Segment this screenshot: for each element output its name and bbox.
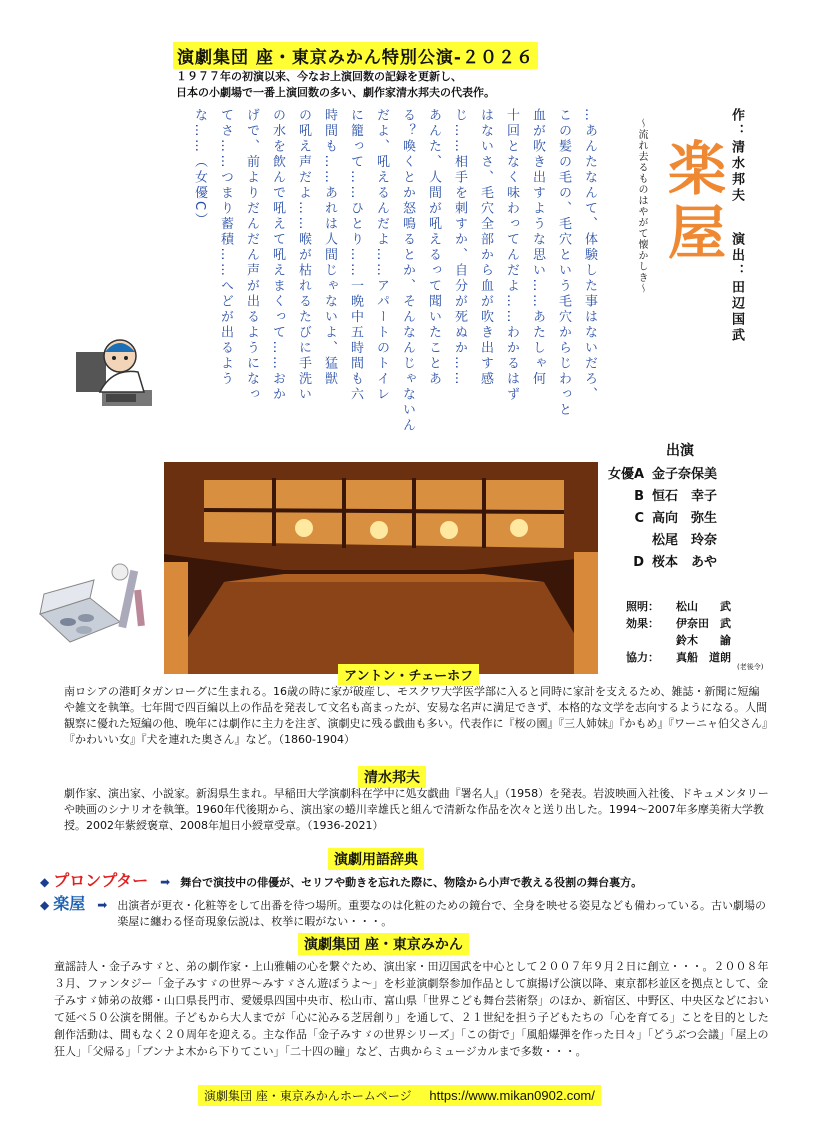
monologue-column: てさ……つまり蓄積……へどが出るよう <box>218 108 233 387</box>
play-subtitle: ～流れ去るものはやがて懐かしき～ <box>636 118 647 294</box>
staff-list <box>626 598 731 666</box>
glossary-term-word: プロンプター <box>53 871 149 890</box>
play-title: 楽屋 <box>658 138 726 266</box>
staff-row <box>626 649 731 666</box>
footer-url[interactable]: https://www.mikan0902.com/ <box>429 1088 595 1103</box>
shimizu-heading: 清水邦夫 <box>358 766 426 788</box>
glossary-term-word: 楽屋 <box>53 894 86 913</box>
cast-name: 松尾 玲奈 <box>652 533 718 548</box>
staff-name: 松山 武 <box>676 600 731 613</box>
staff-role: 効果： <box>626 617 659 630</box>
monologue-column: に籠って……ひとり……一晩中五時間も六 <box>348 108 363 403</box>
staff-note: (老後令) <box>737 663 764 671</box>
footer-label: 演劇集団 座・東京みかんホームページ <box>204 1089 412 1103</box>
monologue-column: じ……相手を刺すか、自分が死ぬか…… <box>452 108 467 387</box>
monologue-column: この髪の毛の、毛穴という毛穴からじわっと <box>556 108 571 418</box>
header-intro-2: 日本の小劇場で一番上演回数の多い、劇作家清水邦夫の代表作。 <box>176 86 495 99</box>
monologue-column: る？喚くとか怒鳴るとか、そんなんじゃないん <box>400 108 415 434</box>
company-heading: 演劇集団 座・東京みかん <box>298 933 469 955</box>
monologue-column: げで、前よりだんだん声が出るようになっ <box>244 108 259 403</box>
cast-name: 恒石 幸子 <box>652 489 718 504</box>
glossary-term-row <box>40 868 774 891</box>
cast-list <box>600 464 717 574</box>
arrow-right-icon: ➡ <box>160 875 171 889</box>
monologue-column: …あんたなんて、体験した事はないだろ、 <box>582 108 597 403</box>
staff-name: 鈴木 諭 <box>676 634 731 647</box>
staff-row <box>626 598 731 615</box>
glossary-heading: 演劇用語辞典 <box>328 848 424 870</box>
play-author: 作：清水邦夫 <box>729 108 744 204</box>
dressing-room-photo <box>164 462 598 674</box>
footer-bar <box>198 1085 601 1106</box>
cast-role: 女優A <box>607 467 644 482</box>
diamond-bullet-icon: ◆ <box>40 875 50 889</box>
monologue-column: の吼え声だよ……喉が枯れるたびに手洗い <box>296 108 311 403</box>
cast-name: 高向 弥生 <box>652 511 718 526</box>
play-director: 演出：田辺国武 <box>729 232 744 344</box>
monologue-column: 時間も……あれは人間じゃないよ、猛獣 <box>322 108 337 387</box>
header-intro-1: １９７７年の初演以来、今なお上演回数の記録を更新し、 <box>176 70 462 83</box>
cast-row <box>600 530 717 552</box>
staff-role: 協力： <box>626 651 659 664</box>
cast-role: D <box>633 555 644 570</box>
staff-row <box>626 632 731 649</box>
monologue-column: あんた、人間が吼えるって聞いたことあ <box>426 108 441 387</box>
cast-name: 金子奈保美 <box>652 467 718 482</box>
monologue-column: 十回となく味わってんだよ……わかるはず <box>504 108 519 403</box>
monologue-column: だよ、吼えるんだよ……アパートのトイレ <box>374 108 389 403</box>
chekhov-body: 南ロシアの港町タガンローグに生まれる。16歳の時に家が破産し、モスクワ大学医学部に入ると同時に家計を支えるため、雑誌・新聞に短編や雑文を執筆。七年間で四百編以上の作品を発表して文名も高まったが、安易な名声に満足できず、本格的な文学を志向するようになる。人間観察に優れた短編の他、晩年には劇作に主力を注ぎ、演劇史に残る戯曲も多い。代表作に『桜の園』『三人姉妹』『かもめ』『ワーニャ伯父さん』『かわいい女』『犬を連れた奥さん』など。（1860-1904） <box>64 685 768 746</box>
staff-name: 伊奈田 武 <box>676 617 731 630</box>
monologue-column: の水を飲んで吼えて吼えまくって……おか <box>270 108 285 403</box>
cast-row <box>600 464 717 486</box>
monologue-column: はないさ、毛穴全部から血が吹き出す感 <box>478 108 493 387</box>
monologue-column: 血が吹き出すような思い……あたしゃ何 <box>530 108 545 387</box>
diamond-bullet-icon: ◆ <box>40 898 50 912</box>
staff-row <box>626 615 731 632</box>
header-title: 演劇集団 座・東京みかん特別公演-２０２６ <box>173 42 538 69</box>
glossary-term-row <box>40 891 774 930</box>
arrow-right-icon: ➡ <box>97 898 108 912</box>
staff-name: 真船 道朗 <box>676 651 731 664</box>
cast-row <box>600 552 717 574</box>
chekhov-heading: アントン・チェーホフ <box>338 664 479 685</box>
staff-role: 照明： <box>626 600 659 613</box>
glossary-list <box>40 868 774 930</box>
cast-heading: 出演 <box>666 443 694 459</box>
cast-row <box>600 508 717 530</box>
monologue-text <box>182 108 602 438</box>
company-body: 童謡詩人・金子みすゞと、弟の劇作家・上山雅輔の心を繋ぐため、演出家・田辺国武を中心として２００７年９月２日に創立・・・。２００８年３月、ファンタジー「金子みすゞの世界～みすゞさん遊ぼうよ～」を杉並演劇祭参加作品として旗揚げ公演以降、東京都杉並区を拠点として、金子みすゞ姉弟の故郷・山口県長門市、愛媛県四国中央市、松山市、富山県「世界こども舞台芸術祭」のほか、新宿区、中野区、中央区などにおいて延べ５０公演を開催。子どもから大人までが「心に沁みる芝居創り」を通して、２１世紀を担う子どもたちの「心を育てる」ことを目的とした創作活動は、間もなく２０周年を迎える。主な作品「金子みすゞの世界シリーズ」「この街で」「風船爆弾を作った日々」「どうぶつ会議」「屋上の狂人」「父帰る」「ブンナよ木から下りてこい」「二十四の瞳」など、古典からミュージカルまで多数・・・。 <box>54 960 769 1058</box>
person-at-computer-illustration <box>72 332 160 416</box>
glossary-term-definition: 出演者が更衣・化粧等をして出番を待つ場所。重要なのは化粧のための鏡台で、全身を映せる姿見なども備わっている。古い劇場の楽屋に纏わる怪奇現象伝説は、枚挙に暇がない・・・。 <box>117 899 766 928</box>
monologue-column: な……（女優C） <box>192 108 207 229</box>
makeup-kit-illustration <box>34 560 152 648</box>
cast-role <box>600 530 644 552</box>
cast-role: B <box>634 489 644 504</box>
cast-name: 桜本 あや <box>652 555 718 570</box>
cast-role: C <box>634 511 644 526</box>
glossary-term-definition: 舞台で演技中の俳優が、セリフや動きを忘れた際に、物陰から小声で教える役割の舞台裏方。 <box>180 876 643 889</box>
shimizu-body: 劇作家、演出家、小説家。新潟県生まれ。早稲田大学演劇科在学中に処女戯曲『署名人』（1958）を発表。岩波映画入社後、ドキュメンタリーや映画のシナリオを執筆。1960年代後期から、演出家の蜷川幸雄氏と組んで清新な作品を次々と送り出した。1994～2007年多摩美術大学教授。2002年紫綬褒章、2008年旭日小綬章受章。（1936-2021） <box>64 787 769 832</box>
staff-role <box>626 632 676 649</box>
cast-row <box>600 486 717 508</box>
